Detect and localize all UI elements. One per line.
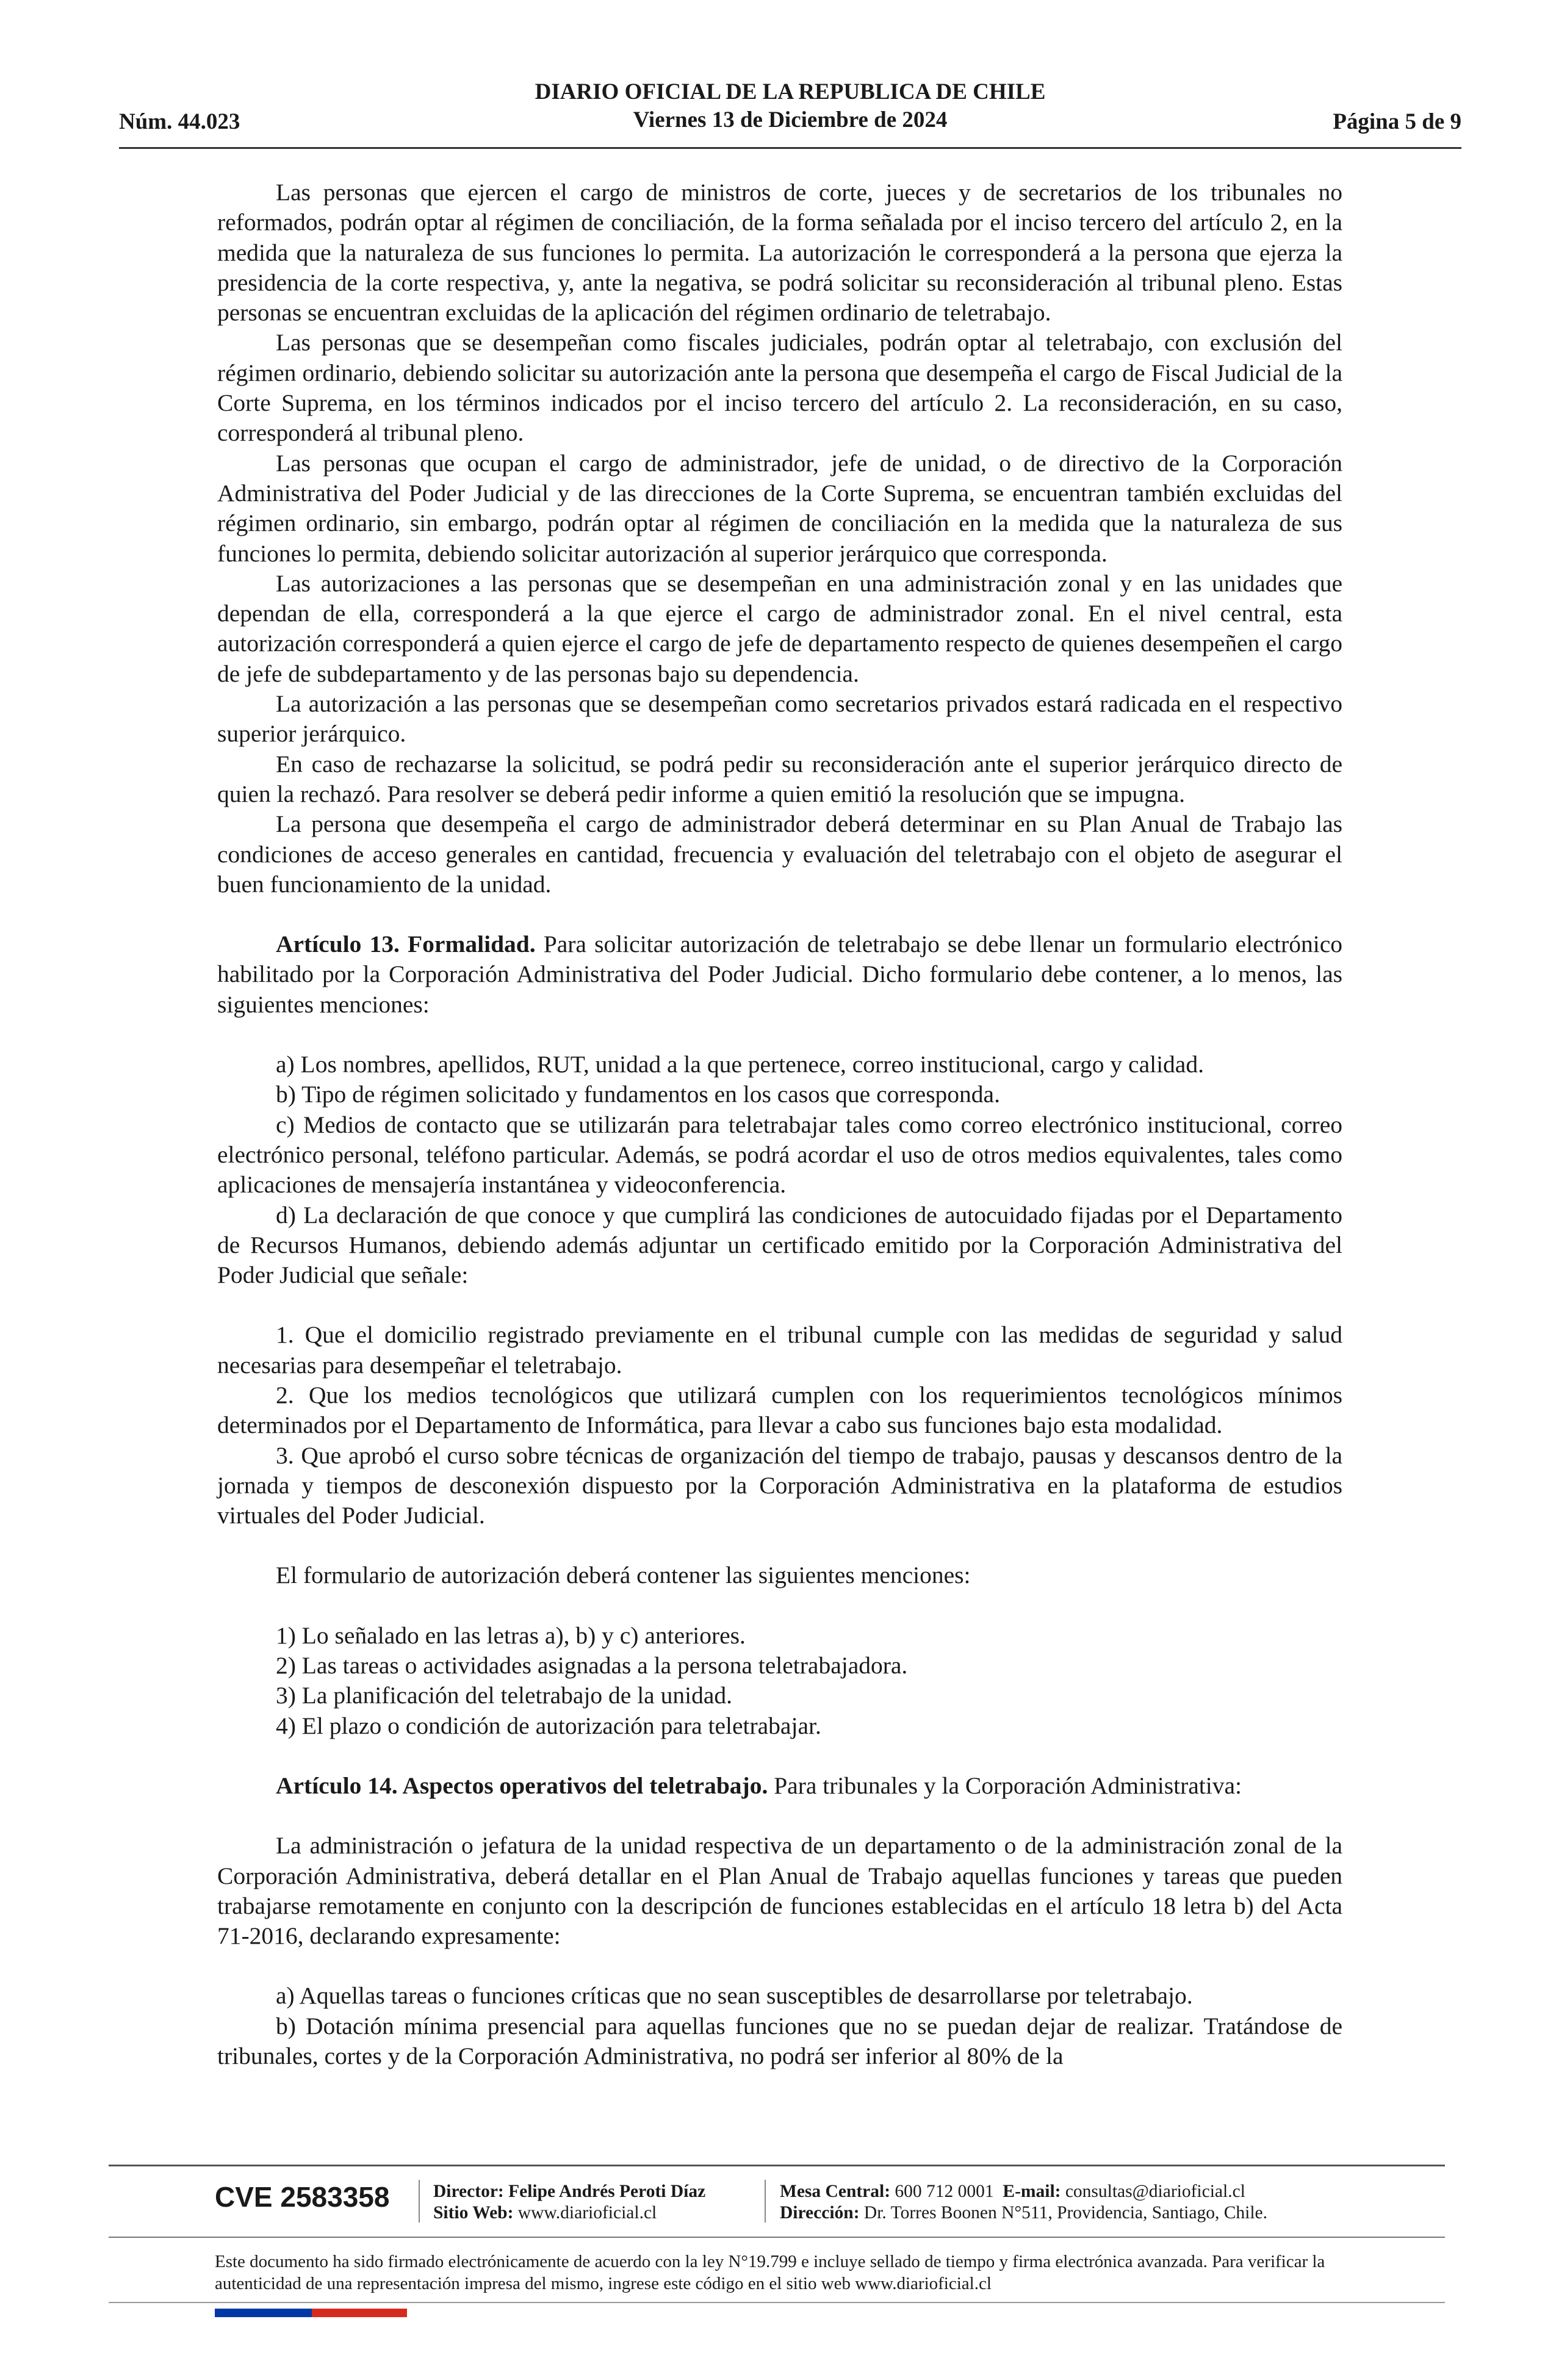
footer-contact-block	[780, 2181, 1267, 2224]
issue-number: Núm. 44.023	[119, 109, 240, 134]
publication-title: DIARIO OFICIAL DE LA REPUBLICA DE CHILE	[535, 79, 1046, 104]
article-14-text: Para tribunales y la Corporación Administrativa:	[768, 1772, 1242, 1799]
list-item: 1. Que el domicilio registrado previamente en el tribunal cumple con las medidas de seguridad y salud necesarias para desempeñar el teletrabajo.	[217, 1321, 1342, 1379]
paragraph: La administración o jefatura de la unidad respectiva de un departamento o de la administración zonal de la Corporación Administrativa, deberá detallar en el Plan Anual de Trabajo aquellas funciones y tareas que pueden trabajarse remotamente en conjunto con la descripción de funciones establecidas en el artículo 18 letra b) del Acta 71-2016, declarando expresamente:	[217, 1832, 1342, 1950]
header-divider	[119, 147, 1461, 149]
document-body	[217, 178, 1342, 2071]
list-item: 2) Las tareas o actividades asignadas a la persona teletrabajadora.	[276, 1652, 908, 1679]
article-13-heading: Artículo 13. Formalidad.	[276, 931, 536, 958]
page-header	[119, 78, 1461, 146]
mesa-phone: 600 712 0001	[895, 2182, 994, 2201]
footer-separator	[419, 2180, 420, 2223]
flag-stripe-red	[312, 2309, 407, 2317]
director-name: Felipe Andrés Peroti Díaz	[508, 2182, 706, 2201]
list-item: a) Los nombres, apellidos, RUT, unidad a la que pertenece, correo institucional, cargo y calidad.	[276, 1051, 1204, 1078]
address-label: Dirección:	[780, 2203, 860, 2223]
footer-divider	[109, 2237, 1445, 2238]
paragraph: Las personas que ocupan el cargo de administrador, jefe de unidad, o de directivo de la Corporación Administrativa del Poder Judicial y de las direcciones de la Corte Suprema, se encuentran también excluidas del régimen ordinario, sin embargo, podrán optar al régimen de conciliación en la medida que la naturaleza de sus funciones lo permita, debiendo solicitar autorización al superior jerárquico que corresponda.	[217, 449, 1342, 567]
flag-stripe-blue	[215, 2309, 312, 2317]
paragraph: En caso de rechazarse la solicitud, se podrá pedir su reconsideración ante el superior jerárquico directo de quien la rechazó. Para resolver se deberá pedir informe a quien emitió la resolución que se impugna.	[217, 750, 1342, 807]
paragraph: Las personas que se desempeñan como fiscales judiciales, podrán optar al teletrabajo, con exclusión del régimen ordinario, debiendo solicitar su autorización ante la persona que desempeña el cargo de Fiscal Judicial de la Corte Suprema, en los términos indicados por el inciso tercero del artículo 2. La reconsideración, en su caso, corresponderá al tribunal pleno.	[217, 329, 1342, 447]
article-13-text: Para solicitar autorización de teletrabajo se debe llenar un formulario electrónico habilitado por la Corporación Administrativa del Poder Judicial. Dicho formulario debe contener, a lo menos, las siguientes menciones:	[217, 931, 1342, 1018]
page-number: Página 5 de 9	[1333, 109, 1461, 134]
list-item: b) Dotación mínima presencial para aquellas funciones que no se puedan dejar de realizar. Tratándose de tribunales, cortes y de la Corporación Administrativa, no podrá ser inferior al 80% de la	[217, 2012, 1342, 2070]
paragraph: El formulario de autorización deberá contener las siguientes menciones:	[276, 1562, 971, 1589]
list-item: 2. Que los medios tecnológicos que utilizará cumplen con los requerimientos tecnológicos mínimos determinados por el Departamento de Informática, para llevar a cabo sus funciones bajo esta modalidad.	[217, 1381, 1342, 1439]
list-item: b) Tipo de régimen solicitado y fundamentos en los casos que corresponda.	[276, 1081, 1000, 1108]
email-link[interactable]: consultas@diarioficial.cl	[1065, 2182, 1245, 2201]
list-item: d) La declaración de que conoce y que cumplirá las condiciones de autocuidado fijadas por el Departamento de Recursos Humanos, debiendo además adjuntar un certificado emitido por la Corporación Administrativa del Poder Judicial que señale:	[217, 1201, 1342, 1289]
masthead	[119, 78, 1461, 134]
footer-director-block	[433, 2181, 705, 2224]
website-label: Sitio Web:	[433, 2203, 514, 2223]
paragraph: La autorización a las personas que se desempeñan como secretarios privados estará radicada en el respectivo superior jerárquico.	[217, 690, 1342, 748]
list-item: a) Aquellas tareas o funciones críticas que no sean susceptibles de desarrollarse por teletrabajo.	[276, 1982, 1193, 2010]
mesa-label: Mesa Central:	[780, 2182, 891, 2201]
footer-divider	[109, 2302, 1445, 2303]
list-item: 4) El plazo o condición de autorización para teletrabajar.	[276, 1712, 821, 1739]
address-value: Dr. Torres Boonen N°511, Providencia, Santiago, Chile.	[863, 2203, 1268, 2223]
footer-divider	[109, 2165, 1445, 2166]
article-14-heading: Artículo 14. Aspectos operativos del teletrabajo.	[276, 1772, 768, 1799]
article-13	[217, 929, 1342, 1020]
paragraph: Las autorizaciones a las personas que se desempeñan en una administración zonal y en las unidades que dependan de ella, corresponderá a la que ejerce el cargo de administrador zonal. En el nivel central, esta autorización corresponderá a quien ejerce el cargo de jefe de departamento respecto de quienes desempeñen el cargo de jefe de subdepartamento y de las personas bajo su dependencia.	[217, 569, 1342, 687]
publication-date: Viernes 13 de Diciembre de 2024	[633, 107, 948, 132]
list-item: 1) Lo señalado en las letras a), b) y c) anteriores.	[276, 1621, 746, 1649]
email-label: E-mail:	[1003, 2182, 1061, 2201]
paragraph: Las personas que ejercen el cargo de ministros de corte, jueces y de secretarios de los tribunales no reformados, podrán optar al régimen de conciliación, de la forma señalada por el inciso tercero del artículo 2, en la medida que la naturaleza de sus funciones lo permita. La autorización le corresponderá a la persona que ejerza la presidencia de la corte respectiva, y, ante la negativa, se podrá solicitar su reconsideración al tribunal pleno. Estas personas se encuentran excluidas de la aplicación del régimen ordinario de teletrabajo.	[217, 179, 1342, 326]
signature-disclaimer: Este documento ha sido firmado electrónicamente de acuerdo con la ley N°19.799 e incluye sellado de tiempo y firma electrónica avanzada. Para verificar la autenticidad de una representación impresa del mismo, ingrese este código en el sitio web www.diarioficial.cl	[215, 2252, 1325, 2293]
list-item: c) Medios de contacto que se utilizarán para teletrabajar tales como correo electrónico institucional, correo electrónico personal, teléfono particular. Además, se podrá acordar el uso de otros medios equivalentes, tales como aplicaciones de mensajería instantánea y videoconferencia.	[217, 1111, 1342, 1199]
paragraph: La persona que desempeña el cargo de administrador deberá determinar en su Plan Anual de Trabajo las condiciones de acceso generales en cantidad, frecuencia y evaluación del teletrabajo con el objeto de asegurar el buen funcionamiento de la unidad.	[217, 810, 1342, 898]
cve-code: CVE 2583358	[215, 2181, 390, 2213]
director-label: Director:	[433, 2182, 504, 2201]
website-link[interactable]: www.diarioficial.cl	[517, 2203, 657, 2223]
article-14	[217, 1771, 1342, 1801]
footer-separator	[765, 2180, 766, 2223]
list-item: 3. Que aprobó el curso sobre técnicas de organización del tiempo de trabajo, pausas y descansos dentro de la jornada y tiempos de desconexión dispuesto por la Corporación Administrativa en la plataforma de estudios virtuales del Poder Judicial.	[217, 1441, 1342, 1529]
list-item: 3) La planificación del teletrabajo de la unidad.	[276, 1682, 732, 1709]
